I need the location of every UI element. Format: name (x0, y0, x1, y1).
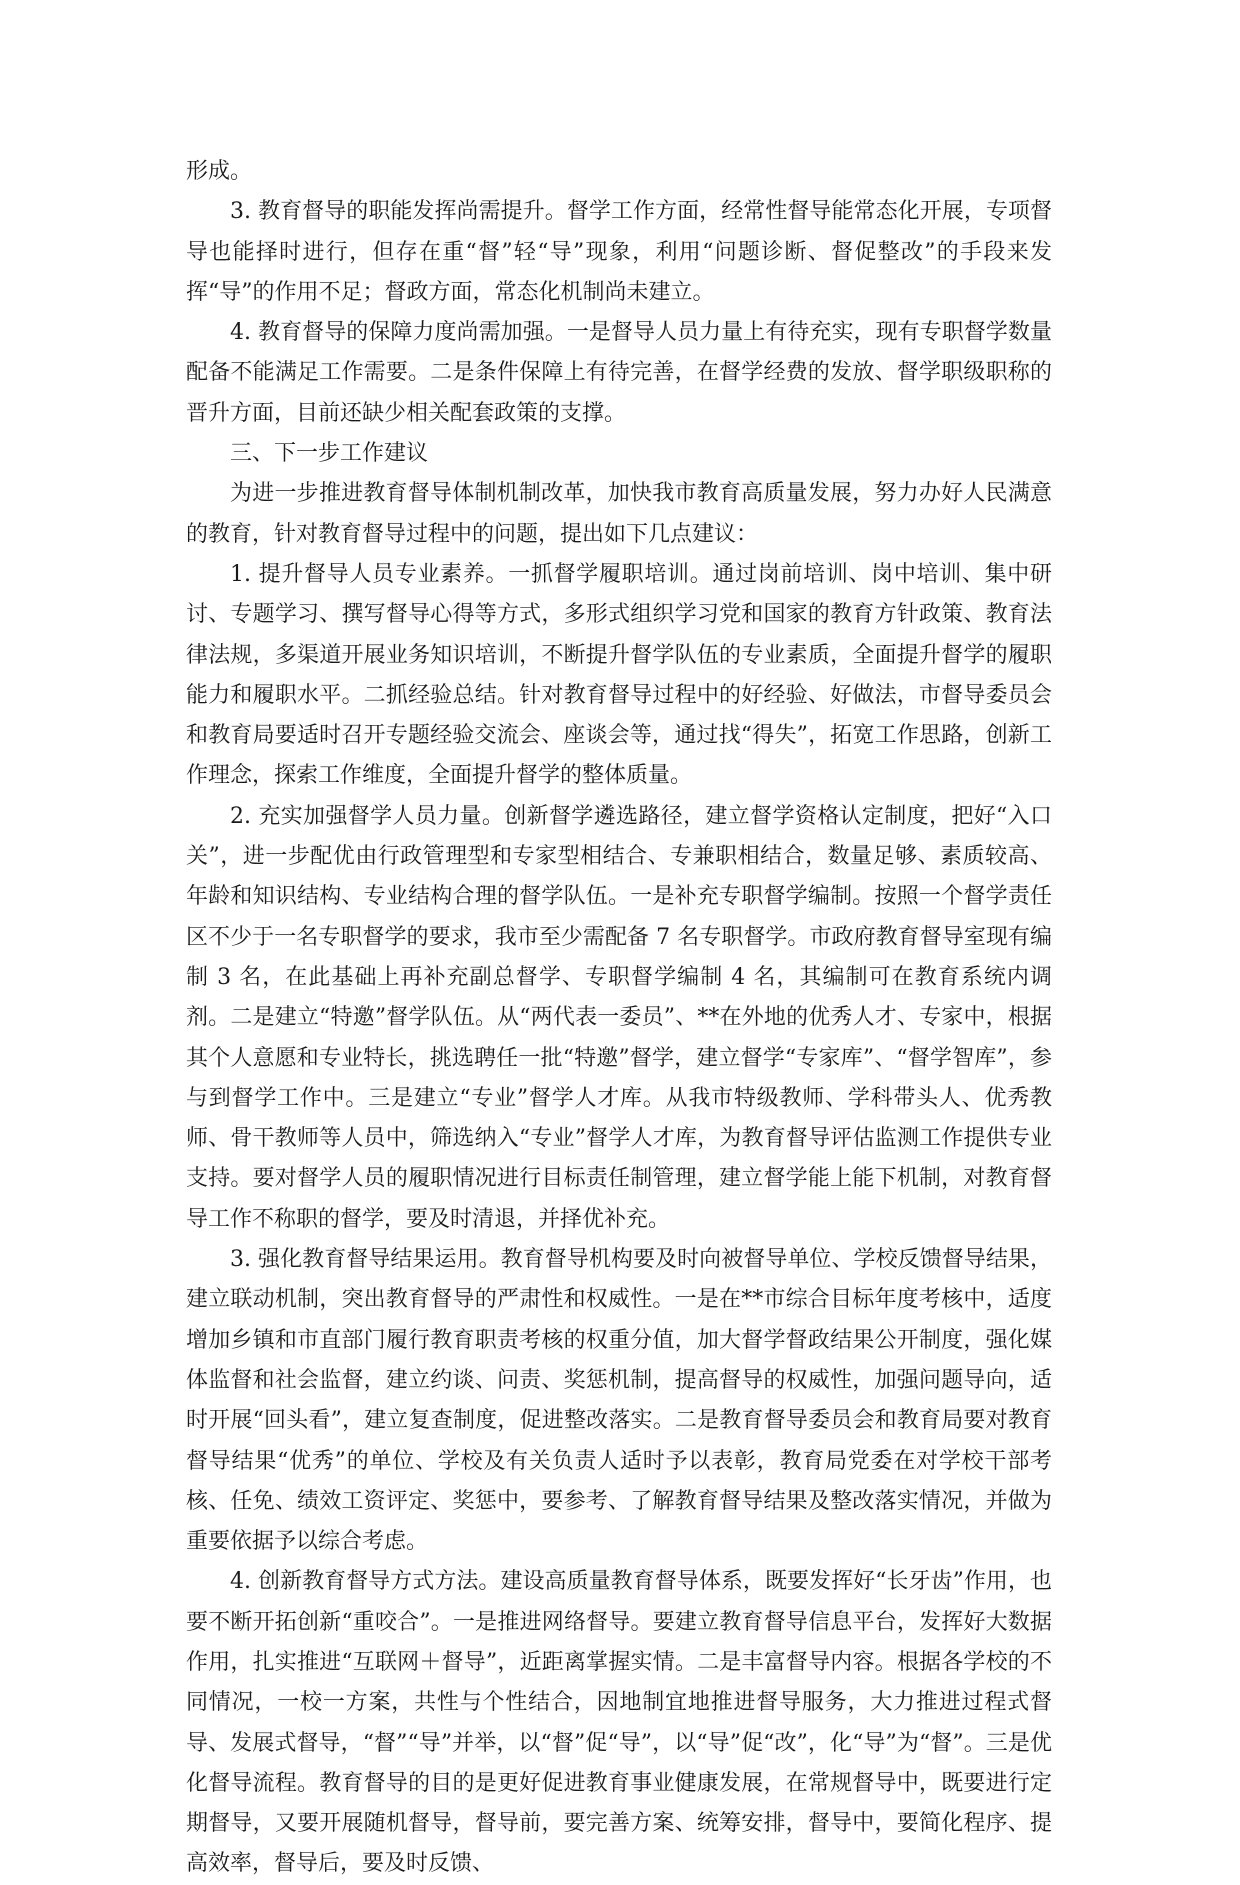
paragraph-continuation: 形成。 (186, 159, 253, 184)
paragraph-suggestion-2: 2. 充实加强督学人员力量。创新督学遴选路径，建立督学资格认定制度，把好“入口关”，进一步配优由行政管理型和专家型相结合、专兼职相结合，数量足够、素质较高、年龄和知识结构、专业结构合理的督学队伍。一是补充专职督学编制。按照一个督学责任区不少于一名专职督学的要求，我市至少需配备 7 名专职督学。市政府教育督导室现有编制 3 名，在此基础上再补充副总督学、专职督学编制 4 名，其编制可在教育系统内调剂。二是建立“特邀”督学队伍。从“两代表一委员”、**在外地的优秀人才、专家中，根据其个人意愿和专业特长，挑选聘任一批“特邀”督学，建立督学“专家库”、“督学智库”，参与到督学工作中。三是建立“专业”督学人才库。从我市特级教师、学科带头人、优秀教师、骨干教师等人员中，筛选纳入“专业”督学人才库，为教育督导评估监测工作提供专业支持。要对督学人员的履职情况进行目标责任制管理，建立督学能上能下机制，对教育督导工作不称职的督学，要及时清退，并择优补充。 (186, 803, 1052, 1232)
paragraph-suggestion-1: 1. 提升督导人员专业素养。一抓督学履职培训。通过岗前培训、岗中培训、集中研讨、专题学习、撰写督导心得等方式，多形式组织学习党和国家的教育方针政策、教育法律法规，多渠道开展业务知识培训，不断提升督学队伍的专业素质，全面提升督学的履职能力和履职水平。二抓经验总结。针对教育督导过程中的好经验、好做法，市督导委员会和教育局要适时召开专题经验交流会、座谈会等，通过找“得失”，拓宽工作思路，创新工作理念，探索工作维度，全面提升督学的整体质量。 (186, 561, 1052, 789)
paragraph-intro-suggestions: 为进一步推进教育督导体制机制改革，加快我市教育高质量发展，努力办好人民满意的教育，针对教育督导过程中的问题，提出如下几点建议： (186, 481, 1052, 547)
paragraph-item-4-guarantee: 4. 教育督导的保障力度尚需加强。一是督导人员力量上有待充实，现有专职督学数量配备不能满足工作需要。二是条件保障上有待完善，在督学经费的发放、督学职级职称的晋升方面，目前还缺少相关配套政策的支撑。 (186, 320, 1052, 426)
section-heading-next-steps: 三、下一步工作建议 (230, 441, 429, 467)
paragraph-suggestion-4: 4. 创新教育督导方式方法。建设高质量教育督导体系，既要发挥好“长牙齿”作用，也要不断开拓创新“重咬合”。一是推进网络督导。要建立教育督导信息平台，发挥好大数据作用，扎实推进“互联网＋督导”，近距离掌握实情。二是丰富督导内容。根据各学校的不同情况，一校一方案，共性与个性结合，因地制宜地推进督导服务，大力推进过程式督导、发展式督导，“督”“导”并举，以“督”促“导”，以“导”促“改”，化“导”为“督”。三是优化督导流程。教育督导的目的是更好促进教育事业健康发展，在常规督导中，既要进行定期督导，又要开展随机督导，督导前，要完善方案、统筹安排，督导中，要简化程序、提高效率，督导后，要及时反馈、 (186, 1569, 1052, 1877)
paragraph-suggestion-3: 3. 强化教育督导结果运用。教育督导机构要及时向被督导单位、学校反馈督导结果，建立联动机制，突出教育督导的严肃性和权威性。一是在**市综合目标年度考核中，适度增加乡镇和市直部门履行教育职责考核的权重分值，加大督学督政结果公开制度，强化媒体监督和社会监督，建立约谈、问责、奖惩机制，提高督导的权威性，加强问题导向，适时开展“回头看”，建立复查制度，促进整改落实。二是教育督导委员会和教育局要对教育督导结果“优秀”的单位、学校及有关负责人适时予以表彰，教育局党委在对学校干部考核、任免、绩效工资评定、奖惩中，要参考、了解教育督导结果及整改落实情况，并做为重要依据予以综合考虑。 (186, 1247, 1052, 1555)
paragraph-item-3-function: 3. 教育督导的职能发挥尚需提升。督学工作方面，经常性督导能常态化开展，专项督导也能择时进行，但存在重“督”轻“导”现象，利用“问题诊断、督促整改”的手段来发挥“导”的作用不足；督政方面，常态化机制尚未建立。 (186, 199, 1052, 305)
document-page (186, 152, 1052, 1885)
